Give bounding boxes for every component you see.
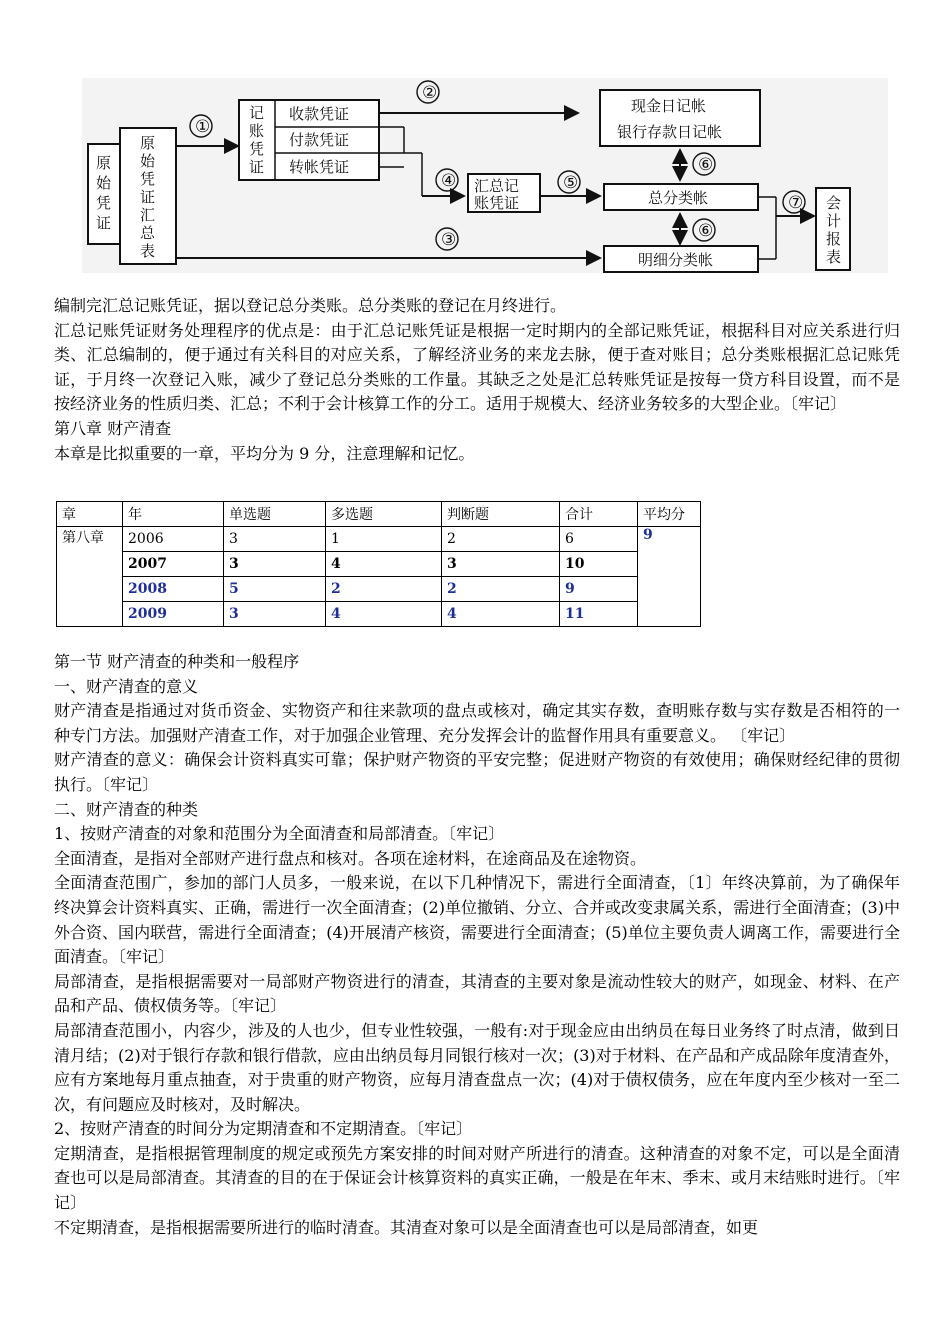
vertical-char: 总	[140, 224, 156, 242]
vertical-char: 凭	[96, 194, 112, 212]
accounting-voucher-label	[249, 104, 264, 176]
table-cell: 3	[442, 552, 560, 577]
chapter-cell: 第八章	[57, 527, 123, 627]
step-3-marker: ③	[441, 230, 457, 250]
table-cell: 2007	[123, 552, 224, 577]
table-cell: 6	[560, 527, 638, 552]
table-cell: 3	[224, 527, 326, 552]
step-2-marker: ②	[422, 83, 438, 103]
vertical-char: 始	[140, 152, 156, 170]
paragraph: 全面清查，是指对全部财产进行盘点和核对。各项在途材料，在途商品及在途物资。	[54, 848, 647, 868]
vertical-char: 记	[249, 104, 265, 122]
average-cell: 9	[638, 527, 701, 627]
table-cell: 2	[442, 577, 560, 602]
table-cell: 2	[442, 527, 560, 552]
table-cell: 2008	[123, 577, 224, 602]
general-ledger: 总分类帐	[648, 189, 709, 207]
header-cell: 单选题	[224, 502, 326, 527]
vertical-char: 汇	[140, 206, 156, 224]
step-6a-marker: ⑥	[698, 155, 714, 175]
table-cell: 5	[224, 577, 326, 602]
summary-voucher-line1: 汇总记	[474, 177, 520, 195]
vertical-char: 报	[826, 230, 842, 248]
accounting-flow-diagram	[82, 78, 888, 273]
table-row	[57, 527, 701, 552]
paragraph: 不定期清查，是指根据需要所进行的临时清查。其清查对象可以是全面清查也可以是局部清查，如更	[54, 1217, 759, 1237]
vertical-char: 证	[140, 188, 156, 206]
vertical-char: 证	[96, 214, 112, 232]
vertical-char: 计	[826, 212, 842, 230]
step-5-marker: ⑤	[563, 173, 579, 193]
header-cell: 多选题	[326, 502, 442, 527]
table-cell: 3	[224, 552, 326, 577]
vertical-char: 表	[140, 242, 156, 260]
section-text	[54, 650, 900, 1240]
payment-voucher: 付款凭证	[289, 131, 350, 149]
table-cell: 3	[224, 602, 326, 627]
paragraph: 编制完汇总记账凭证，据以登记总分类账。总分类账的登记在月终进行。	[54, 296, 567, 315]
accounting-report-label	[826, 194, 841, 266]
table-cell: 2	[326, 577, 442, 602]
vertical-char: 凭	[140, 170, 156, 188]
receipt-voucher: 收款凭证	[289, 105, 350, 123]
vertical-char: 原	[96, 154, 112, 172]
section-heading: 第一节 财产清查的种类和一般程序	[54, 652, 300, 671]
vertical-char: 原	[140, 134, 156, 152]
subheading: 一、财产清查的意义	[54, 676, 199, 696]
paragraph: 局部清查范围小，内容少，涉及的人也少，但专业性较强，一般有:对于现金应由出纳员在每日业务终了时点清，做到日清月结；(2)对于银行存款和银行借款，应由出纳员每月同银行核对一次；(3)对于材料、在产品和产成品除年度清查外，应有方案地每月重点抽查，对于贵重的财产物资，应每月清查盘点一次；(4)对于债权债务，应在年度内至少核对一至二次，有问题应及时核对，及时解决。	[54, 1020, 900, 1114]
subsidiary-ledger: 明细分类帐	[638, 251, 714, 269]
header-cell: 章	[57, 502, 123, 527]
chapter-heading: 第八章 财产清查	[54, 418, 172, 438]
bank-journal: 银行存款日记帐	[617, 123, 723, 141]
cash-journal: 现金日记帐	[631, 97, 707, 115]
table-cell: 4	[326, 602, 442, 627]
paragraph: 汇总记账凭证财务处理程序的优点是：由于汇总记账凭证是根据一定时期内的全部记账凭证，根据科目对应关系进行归类、汇总编制的，便于通过有关科目的对应关系，了解经济业务的来龙去脉，便于查对账目；总分类账根据汇总记账凭证，于月终一次登记入账，减少了登记总分类账的工作量。其缺乏之处是汇总转账凭证是按每一贷方科目设置，而不是按经济业务的性质归类、汇总；不利于会计核算工作的分工。适用于规模大、经济业务较多的大型企业。〔牢记〕	[54, 320, 900, 414]
vertical-char: 表	[826, 248, 842, 266]
transfer-voucher: 转帐凭证	[289, 158, 350, 176]
table-cell: 2009	[123, 602, 224, 627]
header-cell: 年	[123, 502, 224, 527]
header-cell: 平均分	[638, 502, 701, 527]
summary-voucher-line2: 账凭证	[474, 194, 520, 212]
subheading: 二、财产清查的种类	[54, 799, 199, 819]
paragraph: 财产清查是指通过对货币资金、实物资产和往来款项的盘点或核对，确定其实存数，查明账存数与实存数是否相符的一种专门方法。加强财产清查工作，对于加强企业管理、充分发挥会计的监督作用具有重要意义。 〔牢记〕	[54, 701, 900, 745]
table-row	[57, 577, 701, 602]
table-cell: 1	[326, 527, 442, 552]
step-1-marker: ①	[195, 117, 211, 137]
vertical-char: 始	[96, 174, 112, 192]
table-cell: 11	[560, 602, 638, 627]
step-6b-marker: ⑥	[698, 221, 714, 241]
table-cell: 4	[442, 602, 560, 627]
table-cell: 10	[560, 552, 638, 577]
table-row	[57, 602, 701, 627]
paragraph: 财产清查的意义：确保会计资料真实可靠；保护财产物资的平安完整；促进财产物资的有效使用；确保财经纪律的贯彻执行。〔牢记〕	[54, 750, 900, 794]
table-header-row	[57, 502, 701, 527]
table-cell: 2006	[123, 527, 224, 552]
paragraph: 本章是比拟重要的一章，平均分为 9 分，注意理解和记忆。	[54, 443, 475, 463]
paragraph: 2、按财产清查的时间分为定期清查和不定期清查。〔牢记〕	[54, 1119, 473, 1139]
step-4-marker: ④	[441, 171, 457, 191]
vertical-char: 证	[249, 158, 265, 176]
paragraph: 局部清查，是指根据需要对一局部财产物资进行的清查，其清查的主要对象是流动性较大的财产，如现金、材料、在产品和产品、债权债务等。〔牢记〕	[54, 971, 900, 1016]
table-cell: 4	[326, 552, 442, 577]
score-table	[56, 501, 701, 627]
vertical-char: 账	[249, 122, 265, 140]
table-row	[57, 552, 701, 577]
vertical-char: 会	[826, 194, 842, 212]
intro-text	[54, 294, 900, 466]
voucher-summary-table-label	[140, 134, 156, 260]
paragraph: 定期清查，是指根据管理制度的规定或预先方案安排的时间对财产所进行的清查。这种清查的对象不定，可以是全面清查也可以是局部清查。其清查的目的在于保证会计核算资料的真实正确，一般是在年末、季末、或月末结账时进行。〔牢记〕	[54, 1143, 900, 1213]
vertical-char: 凭	[249, 140, 265, 158]
paragraph: 1、按财产清查的对象和范围分为全面清查和局部清查。〔牢记〕	[54, 824, 505, 844]
step-7-marker: ⑦	[788, 193, 804, 213]
paragraph: 全面清查范围广，参加的部门人员多，一般来说，在以下几种情况下，需进行全面清查，〔1〕年终决算前，为了确保年终决算会计资料真实、正确，需进行一次全面清查；(2)单位撤销、分立、合并或改变隶属关系，需进行全面清查；(3)中外合资、国内联营，需进行全面清查；(4)开展清产核资，需要进行全面清查；(5)单位主要负责人调离工作，需要进行全面清查。〔牢记〕	[54, 873, 900, 967]
header-cell: 合计	[560, 502, 638, 527]
table-cell: 9	[560, 577, 638, 602]
header-cell: 判断题	[442, 502, 560, 527]
